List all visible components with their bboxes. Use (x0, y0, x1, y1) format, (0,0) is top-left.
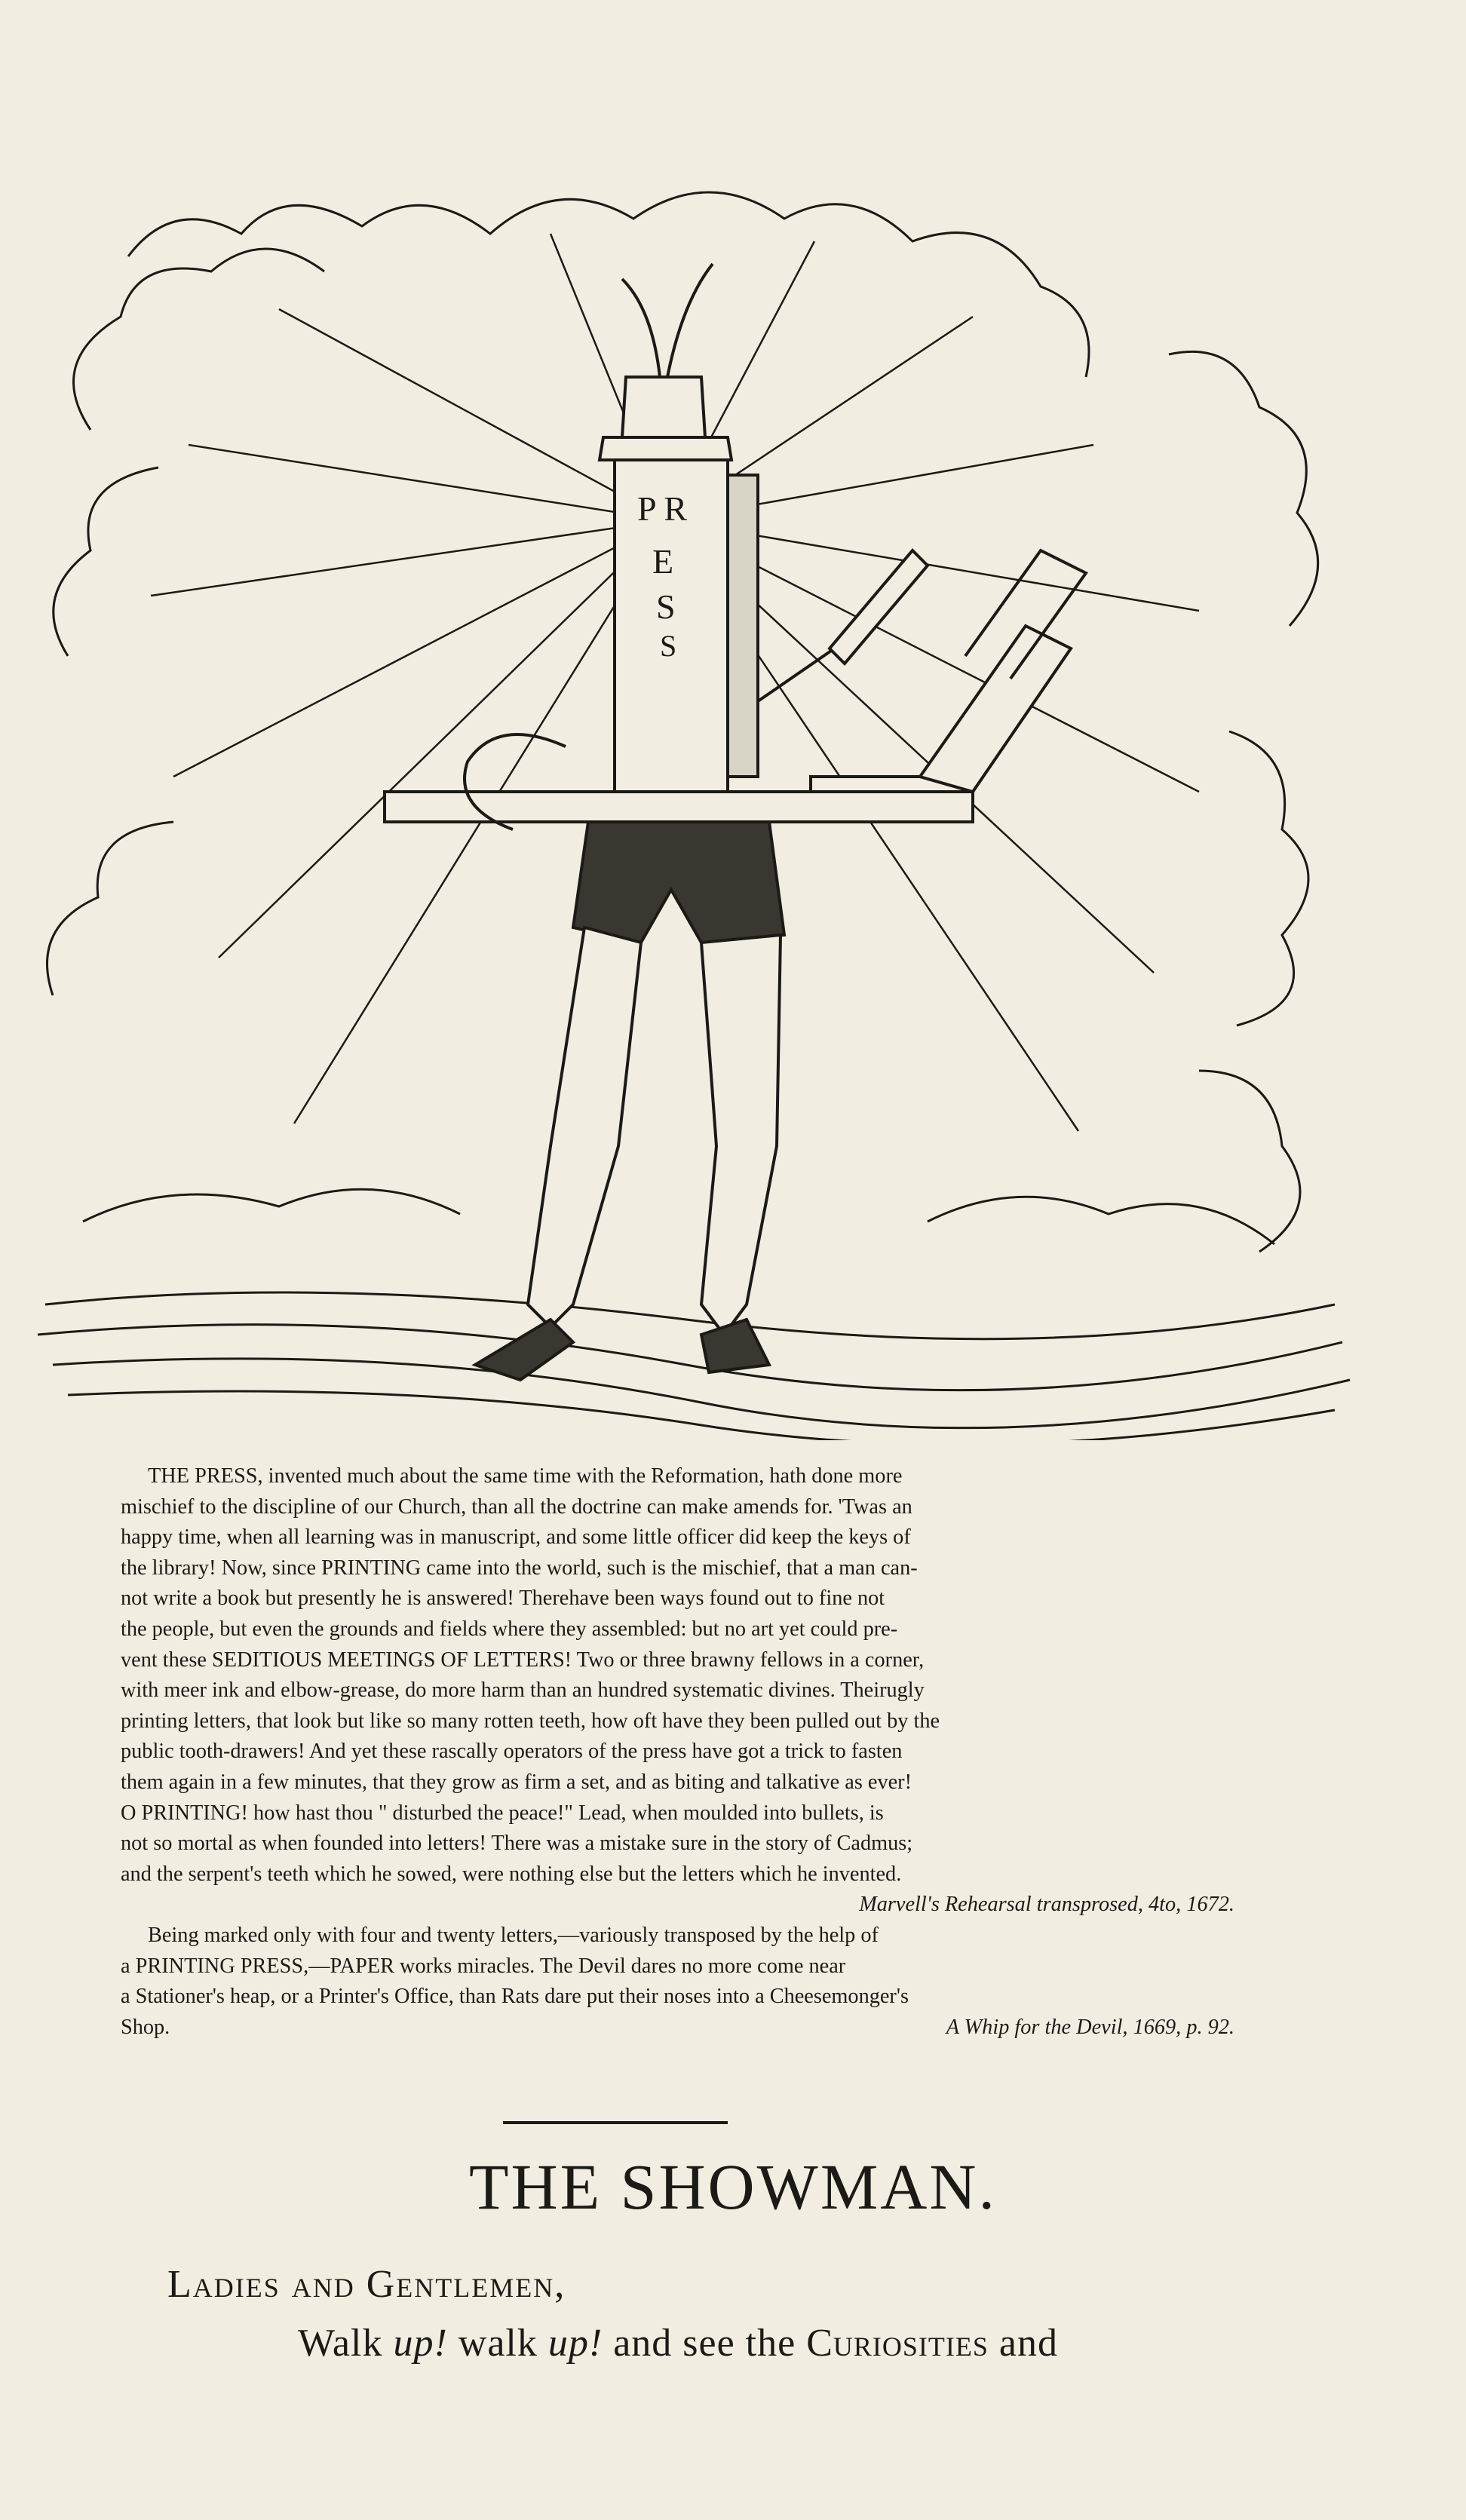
quote-line: a Stationer's heap, or a Printer's Office, than Rats dare put their noses into a Cheesemonger's (121, 1985, 909, 2009)
text-run: and (988, 2322, 1058, 2365)
svg-text:P R: P R (637, 489, 688, 528)
quotation-block (121, 1461, 1248, 2043)
quote-line: not write a book but presently he is answered! Therehave been ways found out to fine not (121, 1586, 885, 1611)
quote-line: mischief to the discipline of our Church, than all the doctrine can make amends for. 'Twas an (121, 1495, 912, 1519)
quote-line: public tooth-drawers! And yet these rascally operators of the press have got a trick to fasten (121, 1740, 903, 1764)
text-run-italic: up! (547, 2322, 603, 2365)
quote-line: the library! Now, since PRINTING came into the world, such is the mischief, that a man can- (121, 1556, 918, 1580)
salutation: Ladies and Gentlemen, (167, 2263, 566, 2306)
quote-line: and the serpent's teeth which he sowed, were nothing else but the letters which he invented. (121, 1862, 902, 1886)
quote-final-line (121, 2013, 1248, 2043)
svg-text:S: S (660, 629, 677, 663)
text-run: Walk (298, 2322, 394, 2365)
text-run: walk (447, 2322, 548, 2365)
svg-text:E: E (652, 542, 674, 581)
quote-line: O PRINTING! how hast thou " disturbed the peace!" Lead, when moulded into bullets, is (121, 1801, 884, 1825)
text-run-small-caps: Curiosities (806, 2322, 989, 2365)
quote-line: not so mortal as when founded into letters! There was a mistake sure in the story of Cadmus; (121, 1832, 913, 1856)
quote-line: the people, but even the grounds and fields where they assembled: but no art yet could pre- (121, 1617, 898, 1641)
quote-line: with meer ink and elbow-grease, do more harm than an hundred systematic divines. Theirugly (121, 1678, 925, 1703)
quote-line: vent these SEDITIOUS MEETINGS OF LETTERS! Two or three brawny fellows in a corner, (121, 1648, 925, 1672)
quote-line: them again in a few minutes, that they grow as firm a set, and as biting and talkative as ever! (121, 1770, 912, 1794)
quote-line: THE PRESS, invented much about the same time with the Reformation, hath done more (148, 1464, 903, 1488)
divider-rule (503, 2121, 728, 2124)
quote-line: happy time, when all learning was in manuscript, and some little officer did keep the keys of (121, 1525, 911, 1550)
source-citation: Marvell's Rehearsal transprosed, 4to, 1672. (859, 1893, 1234, 1917)
press-man-engraving-icon (23, 128, 1357, 1440)
quote-line: printing letters, that look but like so many rotten teeth, how oft have they been pulled out by the (121, 1709, 940, 1733)
source-citation: A Whip for the Devil, 1669, p. 92. (946, 2015, 1234, 2039)
text-run: and see the (603, 2322, 807, 2365)
quote-line: a PRINTING PRESS,—PAPER works miracles. The Devil dares no more come near (121, 1954, 846, 1978)
quote-line: Being marked only with four and twenty letters,—variously transposed by the help of (148, 1923, 879, 1947)
quote-line-end: Shop. (121, 2015, 170, 2039)
svg-text:S: S (656, 587, 676, 626)
quote-source (121, 1890, 1248, 1921)
page-title: THE SHOWMAN. (468, 2151, 998, 2223)
body-line (298, 2321, 1058, 2365)
text-run-italic: up! (393, 2322, 448, 2365)
